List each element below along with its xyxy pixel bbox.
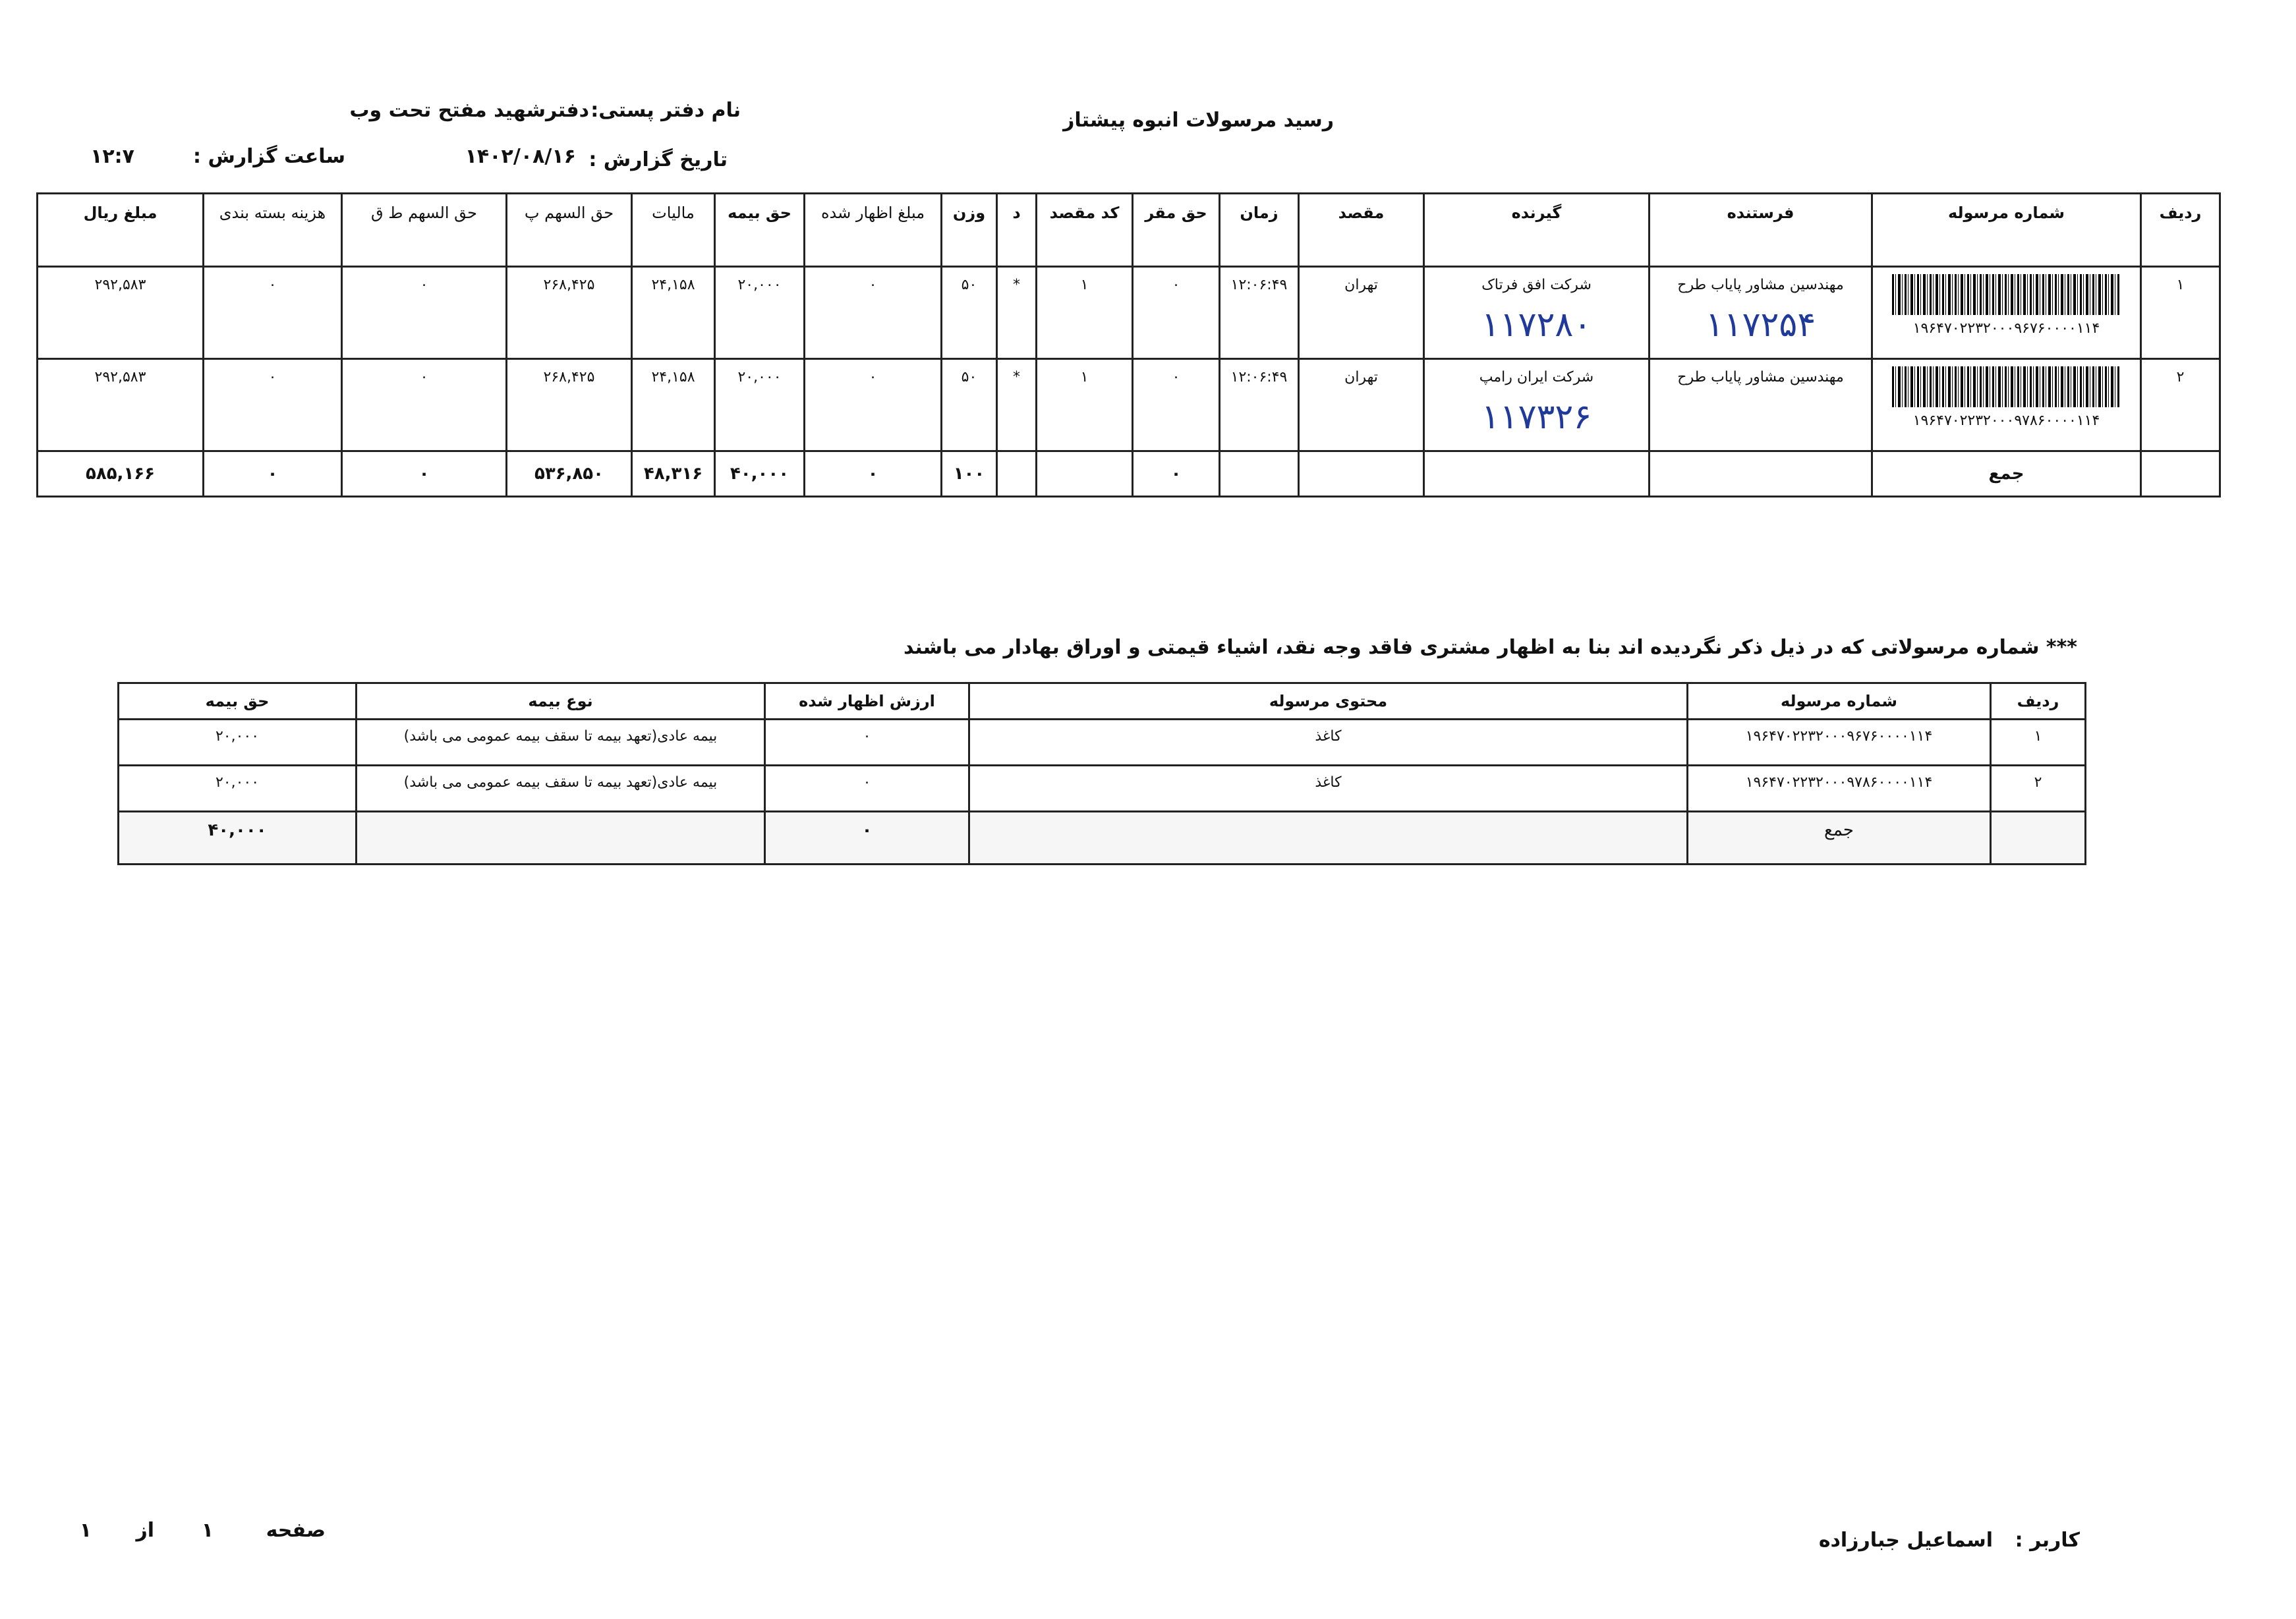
col-header: هزینه بسته بندی bbox=[204, 194, 342, 267]
total-share-p: ۵۳۶,۸۵۰ bbox=[507, 451, 632, 497]
table-header-row bbox=[119, 683, 2086, 720]
receiver-name: شرکت ایران رامپ bbox=[1479, 369, 1594, 385]
table-row bbox=[119, 766, 2086, 812]
handwritten-number: ۱۱۷۲۸۰ bbox=[1481, 305, 1592, 345]
total-declared: ۰ bbox=[805, 451, 942, 497]
total-amount: ۵۸۵,۱۶۶ bbox=[38, 451, 204, 497]
col-header: مقصد bbox=[1299, 194, 1424, 267]
amount-rial: ۲۹۲,۵۸۳ bbox=[38, 267, 204, 359]
tracking-cell bbox=[1872, 267, 2141, 359]
share-tq: ۰ bbox=[342, 359, 507, 451]
col-header: شماره مرسوله bbox=[1688, 683, 1991, 720]
handwritten-number: ۱۱۷۳۲۶ bbox=[1481, 397, 1592, 437]
sender-name: مهندسین مشاور پایاب طرح bbox=[1677, 277, 1844, 293]
col-header: شماره مرسوله bbox=[1872, 194, 2141, 267]
total-insurance: ۴۰,۰۰۰ bbox=[715, 451, 805, 497]
total-row bbox=[119, 812, 2086, 865]
packing-fee: ۰ bbox=[204, 267, 342, 359]
insurance-type: بیمه عادی(تعهد بیمه تا سقف بیمه عمومی می باشد) bbox=[357, 766, 765, 812]
col-header: کد مقصد bbox=[1037, 194, 1133, 267]
row-number: ۲ bbox=[1991, 766, 2086, 812]
total-haq-maqar: ۰ bbox=[1133, 451, 1220, 497]
sender-cell bbox=[1650, 267, 1872, 359]
col-header: ارزش اظهار شده bbox=[765, 683, 969, 720]
col-header: زمان bbox=[1220, 194, 1299, 267]
haq-maqar: ۰ bbox=[1133, 267, 1220, 359]
page-total: ۱ bbox=[79, 1519, 92, 1542]
amount-rial: ۲۹۲,۵۸۳ bbox=[38, 359, 204, 451]
total-insurance: ۴۰,۰۰۰ bbox=[119, 812, 357, 865]
tax: ۲۴,۱۵۸ bbox=[632, 267, 715, 359]
declared-amount: ۰ bbox=[805, 359, 942, 451]
total-declared: ۰ bbox=[765, 812, 969, 865]
col-header: د bbox=[997, 194, 1037, 267]
col-header: محتوی مرسوله bbox=[969, 683, 1688, 720]
col-header: حق السهم پ bbox=[507, 194, 632, 267]
total-label: جمع bbox=[1688, 812, 1991, 865]
time: ۱۲:۰۶:۴۹ bbox=[1220, 267, 1299, 359]
receiver-cell bbox=[1424, 359, 1650, 451]
destination: تهران bbox=[1299, 359, 1424, 451]
haq-maqar: ۰ bbox=[1133, 359, 1220, 451]
total-weight: ۱۰۰ bbox=[942, 451, 997, 497]
valuables-note: *** شماره مرسولاتی که در ذیل ذکر نگردیده اند بنا به اظهار مشتری فاقد وجه نقد، اشیاء قیمتی و اوراق بهادار می باشند bbox=[904, 636, 2077, 659]
row-number: ۱ bbox=[2141, 267, 2220, 359]
share-tq: ۰ bbox=[342, 267, 507, 359]
total-packing: ۰ bbox=[204, 451, 342, 497]
packing-fee: ۰ bbox=[204, 359, 342, 451]
page-current: ۱ bbox=[201, 1519, 214, 1542]
col-header: وزن bbox=[942, 194, 997, 267]
row-number: ۲ bbox=[2141, 359, 2220, 451]
weight: ۵۰ bbox=[942, 267, 997, 359]
d-flag: * bbox=[997, 267, 1037, 359]
shipments-table bbox=[36, 192, 2221, 497]
date-label: تاریخ گزارش : bbox=[588, 148, 728, 171]
table-row bbox=[38, 359, 2220, 451]
tracking-number: ۱۹۶۴۷۰۲۲۳۲۰۰۰۹۷۸۶۰۰۰۰۱۱۴ bbox=[1688, 766, 1991, 812]
col-header: حق مقر bbox=[1133, 194, 1220, 267]
date-value: ۱۴۰۲/۰۸/۱۶ bbox=[465, 145, 576, 168]
weight: ۵۰ bbox=[942, 359, 997, 451]
barcode-icon bbox=[1892, 366, 2121, 407]
tracking-number: ۱۹۶۴۷۰۲۲۳۲۰۰۰۹۶۷۶۰۰۰۰۱۱۴ bbox=[1688, 720, 1991, 766]
time-value: ۱۲:۷ bbox=[90, 145, 134, 168]
col-header: حق بیمه bbox=[715, 194, 805, 267]
total-share-tq: ۰ bbox=[342, 451, 507, 497]
share-p: ۲۶۸,۴۲۵ bbox=[507, 359, 632, 451]
d-flag: * bbox=[997, 359, 1037, 451]
table-header-row bbox=[38, 194, 2220, 267]
col-header: ردیف bbox=[1991, 683, 2086, 720]
col-header: گیرنده bbox=[1424, 194, 1650, 267]
insurance-fee: ۲۰,۰۰۰ bbox=[715, 359, 805, 451]
page-label: صفحه bbox=[266, 1519, 326, 1542]
sender-name: مهندسین مشاور پایاب طرح bbox=[1677, 369, 1844, 385]
time: ۱۲:۰۶:۴۹ bbox=[1220, 359, 1299, 451]
total-tax: ۴۸,۳۱۶ bbox=[632, 451, 715, 497]
col-header: حق السهم ط ق bbox=[342, 194, 507, 267]
total-row bbox=[38, 451, 2220, 497]
declared-value: ۰ bbox=[765, 720, 969, 766]
table-row bbox=[38, 267, 2220, 359]
handwritten-number: ۱۱۷۲۵۴ bbox=[1705, 305, 1816, 345]
insurance-fee: ۲۰,۰۰۰ bbox=[119, 720, 357, 766]
insurance-table bbox=[117, 682, 2086, 865]
office-value: دفترشهید مفتح تحت وب bbox=[349, 99, 589, 122]
tax: ۲۴,۱۵۸ bbox=[632, 359, 715, 451]
tracking-number: ۱۹۶۴۷۰۲۲۳۲۰۰۰۹۶۷۶۰۰۰۰۱۱۴ bbox=[1912, 320, 2100, 337]
row-number: ۱ bbox=[1991, 720, 2086, 766]
table-row bbox=[119, 720, 2086, 766]
share-p: ۲۶۸,۴۲۵ bbox=[507, 267, 632, 359]
tracking-number: ۱۹۶۴۷۰۲۲۳۲۰۰۰۹۷۸۶۰۰۰۰۱۱۴ bbox=[1912, 412, 2100, 429]
barcode-icon bbox=[1892, 274, 2121, 315]
user-label: کاربر : bbox=[2015, 1529, 2080, 1552]
insurance-fee: ۲۰,۰۰۰ bbox=[715, 267, 805, 359]
declared-value: ۰ bbox=[765, 766, 969, 812]
tracking-cell bbox=[1872, 359, 2141, 451]
time-label: ساعت گزارش : bbox=[193, 145, 345, 168]
page-of: از bbox=[136, 1519, 154, 1542]
user-name: اسماعیل جبارزاده bbox=[1818, 1529, 1993, 1552]
report-title: رسید مرسولات انبوه پیشتاز bbox=[1063, 109, 1334, 132]
total-label: جمع bbox=[1872, 451, 2141, 497]
insurance-fee: ۲۰,۰۰۰ bbox=[119, 766, 357, 812]
dest-code: ۱ bbox=[1037, 267, 1133, 359]
office-label: نام دفتر پستی: bbox=[590, 99, 741, 122]
destination: تهران bbox=[1299, 267, 1424, 359]
col-header: مبلغ اظهار شده bbox=[805, 194, 942, 267]
receiver-cell bbox=[1424, 267, 1650, 359]
col-header: فرستنده bbox=[1650, 194, 1872, 267]
col-header: مالیات bbox=[632, 194, 715, 267]
col-header: مبلغ ریال bbox=[38, 194, 204, 267]
sender-cell bbox=[1650, 359, 1872, 451]
receiver-name: شرکت افق فرتاک bbox=[1481, 277, 1592, 293]
insurance-type: بیمه عادی(تعهد بیمه تا سقف بیمه عمومی می باشد) bbox=[357, 720, 765, 766]
declared-amount: ۰ bbox=[805, 267, 942, 359]
col-header: ردیف bbox=[2141, 194, 2220, 267]
content: کاغذ bbox=[969, 720, 1688, 766]
col-header: نوع بیمه bbox=[357, 683, 765, 720]
dest-code: ۱ bbox=[1037, 359, 1133, 451]
col-header: حق بیمه bbox=[119, 683, 357, 720]
content: کاغذ bbox=[969, 766, 1688, 812]
